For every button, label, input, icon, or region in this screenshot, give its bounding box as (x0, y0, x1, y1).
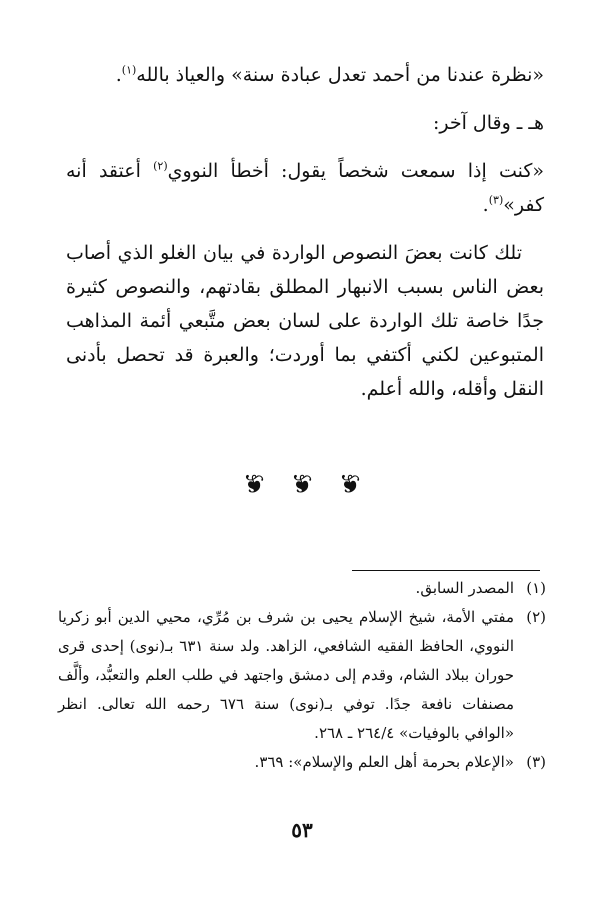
footnote-number: (٣) (526, 753, 546, 771)
quote-text: «نظرة عندنا من أحمد تعدل عبادة سنة» والعياذ بالله (136, 64, 544, 86)
footnote-text: مفتي الأمة، شيخ الإسلام يحيى بن شرف بن مُرِّي، محيي الدين أبو زكريا النووي، الحافظ الفقيه الشافعي، الزاهد. ولد سنة ٦٣١ بـ(نوى) إحدى قرى حوران ببلاد الشام، وقدم إلى دمشق واجتهد في طلب العلم والتعبُّد، وألَّف مصنفات نافعة جدًا. توفي بـ(نوى) سنة ٦٧٦ رحمه الله تعالى. انظر «الوافي بالوفيات» ٢٦٤/٤ ـ ٢٦٨. (58, 608, 514, 742)
quote-text-continued: أعتقد أنه كفر» (66, 160, 544, 216)
footnotes (58, 574, 546, 777)
item-heading (66, 106, 544, 140)
quote-paragraph-2 (66, 154, 544, 222)
body-paragraph: تلك كانت بعضَ النصوص الواردة في بيان الغلو الذي أصاب بعض الناس بسبب الانبهار المطلق بقادتهم، والنصوص كثيرة جدًا خاصة تلك الواردة على لسان بعض متَّبعي أئمة المذاهب المتبوعين لكني أكتفي بما أوردت؛ والعبرة قد تحصل بأدنى النقل وأقله، والله أعلم. (66, 242, 544, 400)
main-text (66, 58, 544, 406)
footnote-text: «الإعلام بحرمة أهل العلم والإسلام»: ٣٦٩. (254, 753, 514, 771)
footnote-2 (58, 603, 546, 748)
footnote-separator (352, 570, 540, 571)
floral-ornament-icon: ❦ (338, 470, 361, 500)
period: . (115, 64, 122, 86)
footnote-3 (58, 748, 546, 777)
floral-ornament-icon: ❦ (291, 470, 313, 500)
footnote-number: (١) (526, 579, 546, 597)
footnote-ref-3[interactable]: (٣) (488, 193, 504, 207)
quote-text: «كنت إذا سمعت شخصاً يقول: أخطأ النووي (167, 160, 544, 182)
heading-text: هـ ـ وقال آخر: (432, 112, 544, 134)
footnote-number: (٢) (526, 608, 546, 626)
page-number: ٥٣ (291, 818, 313, 842)
footnote-ref-2[interactable]: (٢) (153, 159, 168, 173)
footnote-1 (58, 574, 546, 603)
floral-ornament-icon: ❦ (243, 470, 266, 500)
footnote-ref-1[interactable]: (١) (121, 63, 137, 77)
period: . (482, 194, 489, 216)
quote-paragraph-1 (66, 58, 544, 92)
footnote-text: المصدر السابق. (415, 579, 514, 597)
section-divider-ornaments (0, 470, 604, 500)
